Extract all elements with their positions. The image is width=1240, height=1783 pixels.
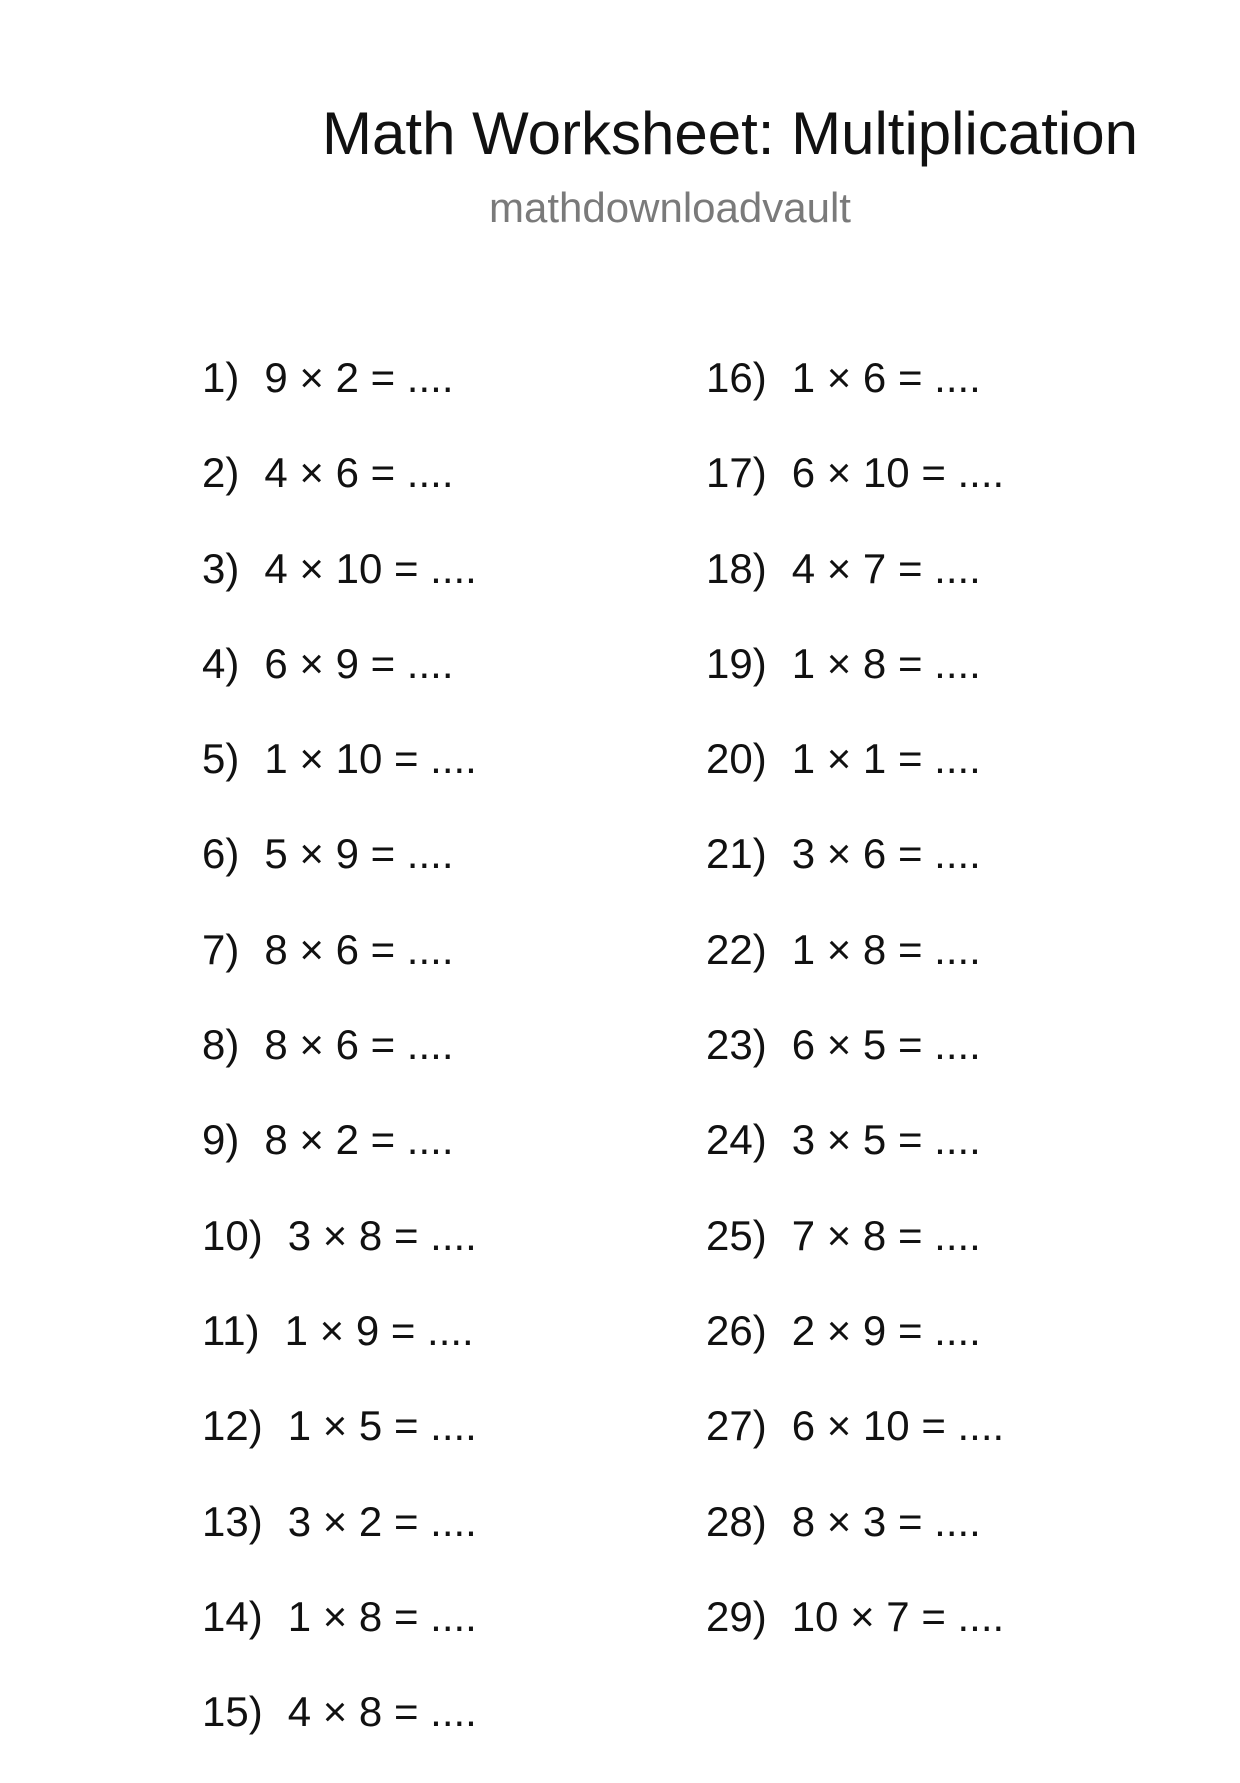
problem-number: 7)	[202, 925, 240, 973]
problem-item	[202, 1212, 477, 1307]
problem-expression: 2 × 9 = ....	[791, 1306, 981, 1354]
problem-expression: 3 × 8 = ....	[287, 1211, 477, 1259]
problem-number: 27)	[706, 1402, 767, 1450]
problem-expression: 8 × 2 = ....	[264, 1116, 454, 1164]
problem-number: 25)	[706, 1211, 767, 1259]
worksheet-subtitle: mathdownloadvault	[489, 184, 851, 231]
problem-expression: 6 × 9 = ....	[264, 639, 454, 687]
problem-number: 3)	[202, 544, 240, 592]
problem-number: 24)	[706, 1116, 767, 1164]
problem-number: 23)	[706, 1021, 767, 1069]
problem-expression: 1 × 8 = ....	[287, 1592, 477, 1640]
problem-item	[706, 735, 1004, 830]
problem-expression: 1 × 9 = ....	[284, 1306, 474, 1354]
problem-expression: 8 × 6 = ....	[264, 925, 454, 973]
problem-expression: 3 × 5 = ....	[791, 1116, 981, 1164]
problem-item	[202, 735, 477, 830]
problem-number: 22)	[706, 925, 767, 973]
problem-item	[202, 1402, 477, 1497]
problem-expression: 1 × 8 = ....	[791, 639, 981, 687]
problem-expression: 8 × 3 = ....	[791, 1497, 981, 1545]
problem-expression: 9 × 2 = ....	[264, 354, 454, 401]
problem-item	[202, 1021, 477, 1116]
problem-expression: 1 × 8 = ....	[791, 925, 981, 973]
problem-expression: 4 × 7 = ....	[791, 544, 981, 592]
problem-item	[706, 1593, 1004, 1688]
problem-item	[706, 449, 1004, 544]
problem-number: 15)	[202, 1688, 263, 1736]
problem-item	[202, 640, 477, 735]
problem-expression: 3 × 2 = ....	[287, 1497, 477, 1545]
problem-expression: 4 × 6 = ....	[264, 449, 454, 497]
problem-number: 8)	[202, 1021, 240, 1069]
problem-item	[706, 1307, 1004, 1402]
problem-item	[706, 1116, 1004, 1211]
problem-item	[706, 1402, 1004, 1497]
problem-item	[202, 449, 477, 544]
problem-item	[202, 830, 477, 925]
problem-expression: 8 × 6 = ....	[264, 1021, 454, 1069]
problem-number: 21)	[706, 830, 767, 878]
problem-number: 10)	[202, 1211, 263, 1259]
problem-item	[706, 354, 1004, 449]
problem-expression: 6 × 5 = ....	[791, 1021, 981, 1069]
problem-number: 20)	[706, 735, 767, 783]
problem-expression: 10 × 7 = ....	[791, 1592, 1005, 1640]
problem-expression: 6 × 10 = ....	[791, 449, 1005, 497]
problem-expression: 1 × 10 = ....	[264, 735, 477, 783]
problem-number: 14)	[202, 1592, 263, 1640]
problem-number: 28)	[706, 1497, 767, 1545]
problem-column-right	[706, 354, 1004, 1688]
problem-number: 29)	[706, 1592, 767, 1640]
problem-number: 19)	[706, 639, 767, 687]
problem-number: 12)	[202, 1402, 263, 1450]
problem-number: 18)	[706, 544, 767, 592]
problem-item	[706, 1212, 1004, 1307]
problem-item	[202, 1116, 477, 1211]
problem-item	[202, 1593, 477, 1688]
problem-number: 17)	[706, 449, 767, 497]
problem-item	[202, 1688, 477, 1783]
problem-item	[706, 1498, 1004, 1593]
problem-number: 9)	[202, 1116, 240, 1164]
problem-item	[706, 1021, 1004, 1116]
problem-item	[706, 545, 1004, 640]
problem-item	[202, 545, 477, 640]
problem-item	[706, 640, 1004, 735]
problem-number: 4)	[202, 639, 240, 687]
problem-column-left	[202, 354, 477, 1783]
problem-number: 5)	[202, 735, 240, 783]
problem-expression: 6 × 10 = ....	[791, 1402, 1005, 1450]
problem-number: 16)	[706, 354, 767, 401]
problem-number: 1)	[202, 354, 240, 401]
problem-number: 13)	[202, 1497, 263, 1545]
problem-expression: 1 × 1 = ....	[791, 735, 981, 783]
problem-expression: 7 × 8 = ....	[791, 1211, 981, 1259]
problem-number: 6)	[202, 830, 240, 878]
problem-expression: 4 × 10 = ....	[264, 544, 477, 592]
problem-expression: 4 × 8 = ....	[287, 1688, 477, 1736]
problem-expression: 3 × 6 = ....	[791, 830, 981, 878]
problem-item	[202, 926, 477, 1021]
problem-number: 26)	[706, 1306, 767, 1354]
problem-item	[706, 830, 1004, 925]
problem-item	[202, 1498, 477, 1593]
problem-item	[202, 354, 477, 449]
problem-number: 2)	[202, 449, 240, 497]
worksheet-title: Math Worksheet: Multiplication	[322, 100, 1138, 167]
problem-expression: 5 × 9 = ....	[264, 830, 454, 878]
problem-expression: 1 × 6 = ....	[791, 354, 981, 401]
problem-number: 11)	[202, 1306, 260, 1354]
problem-item	[706, 926, 1004, 1021]
problem-expression: 1 × 5 = ....	[287, 1402, 477, 1450]
problem-item	[202, 1307, 477, 1402]
